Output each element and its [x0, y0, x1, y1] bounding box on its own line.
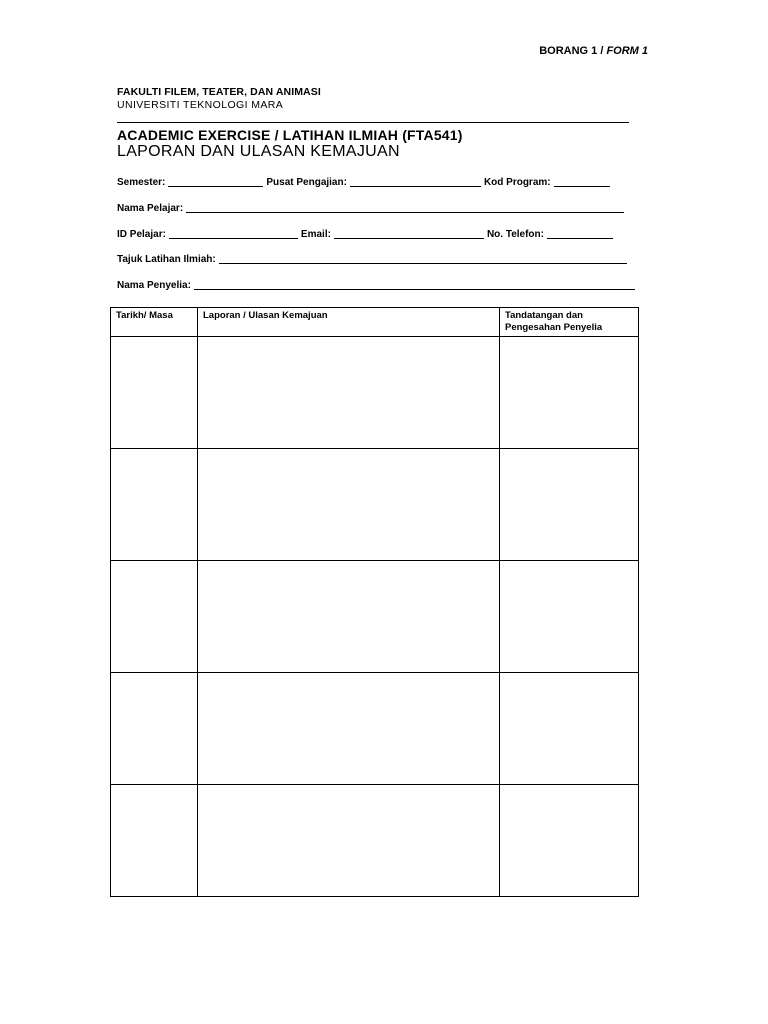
- kod-program-input-line[interactable]: [554, 176, 610, 187]
- table-row: [111, 785, 639, 897]
- semester-label: Semester:: [117, 177, 166, 188]
- supervisor-signature-cell[interactable]: [500, 449, 639, 561]
- nama-pelajar-input-line[interactable]: [186, 202, 624, 213]
- supervisor-signature-cell[interactable]: [500, 337, 639, 449]
- date-time-cell[interactable]: [111, 561, 198, 673]
- form-subtitle: LAPORAN DAN ULASAN KEMAJUAN: [117, 143, 400, 160]
- semester-input-line[interactable]: [168, 176, 263, 187]
- form-code: BORANG 1: [539, 45, 598, 57]
- table-row: [111, 673, 639, 785]
- progress-log-table: [110, 307, 639, 897]
- progress-report-cell[interactable]: [198, 561, 500, 673]
- header-divider: [117, 122, 629, 123]
- column-header-progress-report: Laporan / Ulasan Kemajuan: [198, 308, 500, 337]
- field-row-programme: [117, 176, 610, 188]
- pusat-pengajian-label: Pusat Pengajian:: [266, 177, 347, 188]
- id-pelajar-label: ID Pelajar:: [117, 229, 166, 240]
- column-header-supervisor-signature: Tandatangan dan Pengesahan Penyelia: [500, 308, 639, 337]
- field-row-student-name: [117, 202, 624, 214]
- tajuk-latihan-input-line[interactable]: [219, 253, 627, 264]
- form-label-separator: /: [600, 45, 604, 57]
- pusat-pengajian-input-line[interactable]: [350, 176, 481, 187]
- field-row-contact: [117, 228, 613, 240]
- nama-pelajar-label: Nama Pelajar:: [117, 203, 184, 214]
- table-row: [111, 561, 639, 673]
- progress-report-cell[interactable]: [198, 673, 500, 785]
- email-label: Email:: [300, 229, 331, 240]
- date-time-cell[interactable]: [111, 449, 198, 561]
- table-header-row: [111, 308, 639, 337]
- form-code-english: FORM 1: [606, 45, 648, 57]
- field-row-thesis-title: [117, 253, 627, 265]
- faculty-name: FAKULTI FILEM, TEATER, DAN ANIMASI: [117, 86, 321, 98]
- kod-program-label: Kod Program:: [483, 177, 551, 188]
- date-time-cell[interactable]: [111, 785, 198, 897]
- table-row: [111, 337, 639, 449]
- no-telefon-label: No. Telefon:: [486, 229, 544, 240]
- date-time-cell[interactable]: [111, 337, 198, 449]
- field-row-supervisor: [117, 279, 635, 291]
- table-row: [111, 449, 639, 561]
- supervisor-signature-cell[interactable]: [500, 785, 639, 897]
- date-time-cell[interactable]: [111, 673, 198, 785]
- progress-report-cell[interactable]: [198, 449, 500, 561]
- nama-penyelia-input-line[interactable]: [194, 279, 635, 290]
- nama-penyelia-label: Nama Penyelia:: [117, 280, 191, 291]
- form-number-label: [539, 45, 648, 57]
- form-title: ACADEMIC EXERCISE / LATIHAN ILMIAH (FTA541): [117, 127, 463, 143]
- column-header-date-time: Tarikh/ Masa: [111, 308, 198, 337]
- progress-report-cell[interactable]: [198, 337, 500, 449]
- no-telefon-input-line[interactable]: [547, 228, 613, 239]
- email-input-line[interactable]: [334, 228, 484, 239]
- id-pelajar-input-line[interactable]: [169, 228, 298, 239]
- tajuk-latihan-label: Tajuk Latihan Ilmiah:: [117, 254, 216, 265]
- supervisor-signature-cell[interactable]: [500, 561, 639, 673]
- progress-report-cell[interactable]: [198, 785, 500, 897]
- university-name: UNIVERSITI TEKNOLOGI MARA: [117, 99, 284, 111]
- supervisor-signature-cell[interactable]: [500, 673, 639, 785]
